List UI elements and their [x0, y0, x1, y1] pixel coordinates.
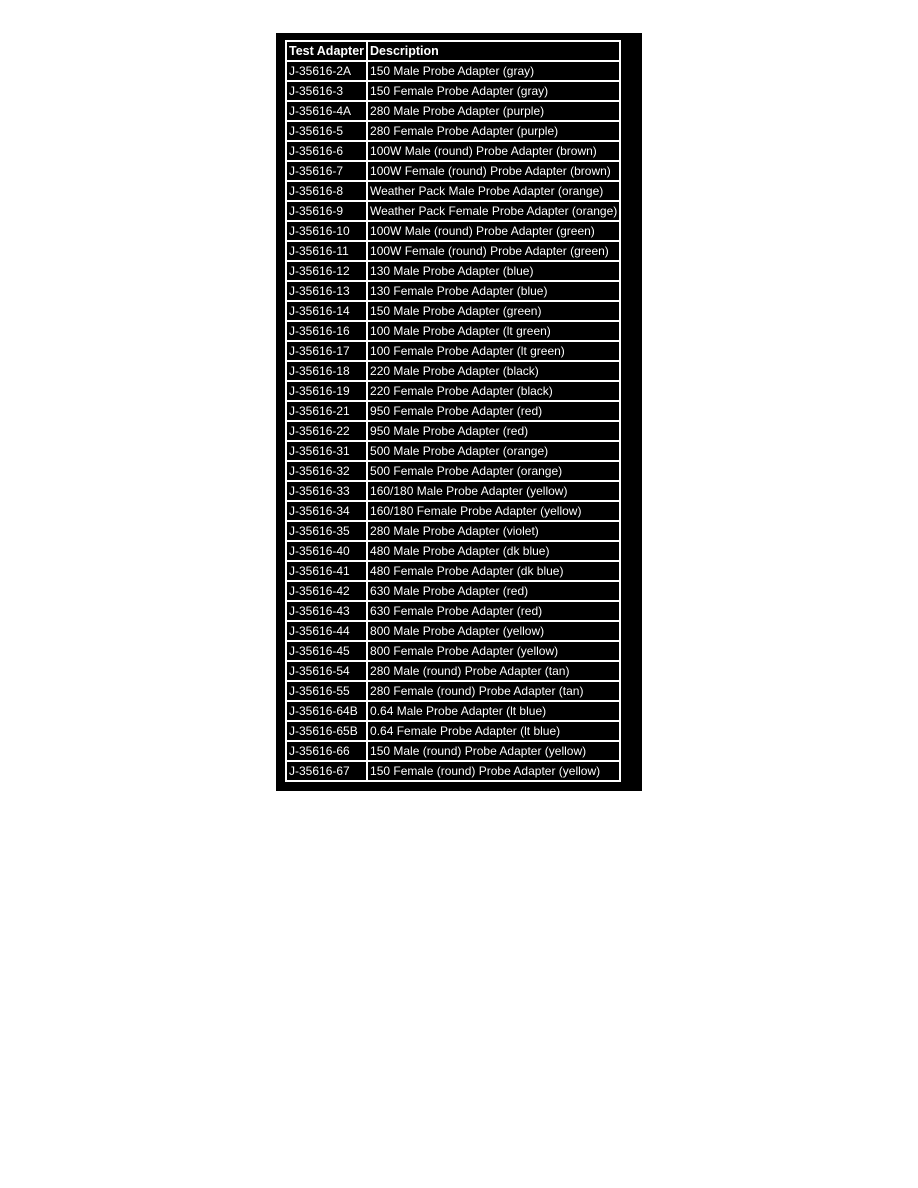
adapter-description-cell: 500 Female Probe Adapter (orange) [367, 461, 620, 481]
table-row [286, 701, 620, 721]
adapter-number-cell: J-35616-66 [286, 741, 367, 761]
adapter-description-cell: 160/180 Male Probe Adapter (yellow) [367, 481, 620, 501]
adapter-number-cell: J-35616-10 [286, 221, 367, 241]
table-row [286, 761, 620, 781]
adapter-description-cell: 130 Male Probe Adapter (blue) [367, 261, 620, 281]
adapter-number-cell: J-35616-18 [286, 361, 367, 381]
header-description: Description [367, 41, 620, 61]
adapter-number-cell: J-35616-34 [286, 501, 367, 521]
adapter-description-cell: 280 Female (round) Probe Adapter (tan) [367, 681, 620, 701]
adapter-description-cell: 0.64 Female Probe Adapter (lt blue) [367, 721, 620, 741]
adapter-number-cell: J-35616-8 [286, 181, 367, 201]
adapter-number-cell: J-35616-7 [286, 161, 367, 181]
table-row [286, 281, 620, 301]
table-row [286, 261, 620, 281]
adapter-table [285, 40, 621, 782]
table-row [286, 181, 620, 201]
table-row [286, 601, 620, 621]
adapter-description-cell: 220 Female Probe Adapter (black) [367, 381, 620, 401]
table-row [286, 461, 620, 481]
table-row [286, 121, 620, 141]
adapter-number-cell: J-35616-4A [286, 101, 367, 121]
table-row [286, 241, 620, 261]
adapter-description-cell: 150 Male (round) Probe Adapter (yellow) [367, 741, 620, 761]
adapter-description-cell: 500 Male Probe Adapter (orange) [367, 441, 620, 461]
adapter-number-cell: J-35616-35 [286, 521, 367, 541]
adapter-description-cell: 150 Male Probe Adapter (green) [367, 301, 620, 321]
table-row [286, 361, 620, 381]
table-row [286, 561, 620, 581]
adapter-number-cell: J-35616-64B [286, 701, 367, 721]
adapter-number-cell: J-35616-67 [286, 761, 367, 781]
adapter-description-cell: 280 Male Probe Adapter (violet) [367, 521, 620, 541]
adapter-description-cell: 0.64 Male Probe Adapter (lt blue) [367, 701, 620, 721]
table-row [286, 741, 620, 761]
table-row [286, 681, 620, 701]
adapter-number-cell: J-35616-22 [286, 421, 367, 441]
adapter-number-cell: J-35616-43 [286, 601, 367, 621]
adapter-description-cell: 100W Female (round) Probe Adapter (green) [367, 241, 620, 261]
adapter-description-cell: 950 Female Probe Adapter (red) [367, 401, 620, 421]
adapter-number-cell: J-35616-42 [286, 581, 367, 601]
table-row [286, 441, 620, 461]
adapter-description-cell: 280 Male (round) Probe Adapter (tan) [367, 661, 620, 681]
table-row [286, 501, 620, 521]
table-row [286, 81, 620, 101]
table-row [286, 421, 620, 441]
adapter-description-cell: Weather Pack Male Probe Adapter (orange) [367, 181, 620, 201]
table-row [286, 661, 620, 681]
table-row [286, 641, 620, 661]
table-row [286, 541, 620, 561]
adapter-table-figure [276, 33, 642, 791]
adapter-description-cell: 480 Female Probe Adapter (dk blue) [367, 561, 620, 581]
adapter-description-cell: 480 Male Probe Adapter (dk blue) [367, 541, 620, 561]
table-row [286, 141, 620, 161]
table-body [286, 61, 620, 781]
table-row [286, 381, 620, 401]
adapter-number-cell: J-35616-13 [286, 281, 367, 301]
adapter-description-cell: 100 Male Probe Adapter (lt green) [367, 321, 620, 341]
table-row [286, 161, 620, 181]
adapter-number-cell: J-35616-40 [286, 541, 367, 561]
adapter-number-cell: J-35616-45 [286, 641, 367, 661]
adapter-description-cell: 950 Male Probe Adapter (red) [367, 421, 620, 441]
adapter-description-cell: 100W Male (round) Probe Adapter (green) [367, 221, 620, 241]
table-row [286, 581, 620, 601]
adapter-number-cell: J-35616-65B [286, 721, 367, 741]
table-row [286, 401, 620, 421]
adapter-description-cell: 280 Female Probe Adapter (purple) [367, 121, 620, 141]
adapter-description-cell: 100W Female (round) Probe Adapter (brown) [367, 161, 620, 181]
adapter-number-cell: J-35616-17 [286, 341, 367, 361]
adapter-description-cell: 630 Female Probe Adapter (red) [367, 601, 620, 621]
adapter-number-cell: J-35616-3 [286, 81, 367, 101]
adapter-number-cell: J-35616-9 [286, 201, 367, 221]
adapter-description-cell: 100W Male (round) Probe Adapter (brown) [367, 141, 620, 161]
header-test-adapter: Test Adapter [286, 41, 367, 61]
adapter-number-cell: J-35616-31 [286, 441, 367, 461]
adapter-description-cell: 150 Female (round) Probe Adapter (yellow) [367, 761, 620, 781]
table-row [286, 201, 620, 221]
adapter-number-cell: J-35616-55 [286, 681, 367, 701]
adapter-description-cell: 280 Male Probe Adapter (purple) [367, 101, 620, 121]
adapter-description-cell: 100 Female Probe Adapter (lt green) [367, 341, 620, 361]
table-row [286, 521, 620, 541]
adapter-number-cell: J-35616-33 [286, 481, 367, 501]
table-row [286, 301, 620, 321]
adapter-number-cell: J-35616-41 [286, 561, 367, 581]
adapter-number-cell: J-35616-44 [286, 621, 367, 641]
adapter-description-cell: 800 Female Probe Adapter (yellow) [367, 641, 620, 661]
adapter-description-cell: 130 Female Probe Adapter (blue) [367, 281, 620, 301]
table-row [286, 321, 620, 341]
table-header-row [286, 41, 620, 61]
adapter-description-cell: 220 Male Probe Adapter (black) [367, 361, 620, 381]
table-row [286, 101, 620, 121]
adapter-number-cell: J-35616-14 [286, 301, 367, 321]
adapter-description-cell: 160/180 Female Probe Adapter (yellow) [367, 501, 620, 521]
adapter-description-cell: 150 Female Probe Adapter (gray) [367, 81, 620, 101]
adapter-description-cell: 800 Male Probe Adapter (yellow) [367, 621, 620, 641]
adapter-number-cell: J-35616-19 [286, 381, 367, 401]
adapter-number-cell: J-35616-11 [286, 241, 367, 261]
adapter-number-cell: J-35616-12 [286, 261, 367, 281]
adapter-number-cell: J-35616-6 [286, 141, 367, 161]
adapter-number-cell: J-35616-2A [286, 61, 367, 81]
adapter-description-cell: 630 Male Probe Adapter (red) [367, 581, 620, 601]
table-row [286, 621, 620, 641]
adapter-number-cell: J-35616-54 [286, 661, 367, 681]
table-row [286, 221, 620, 241]
table-row [286, 341, 620, 361]
adapter-description-cell: Weather Pack Female Probe Adapter (orange) [367, 201, 620, 221]
adapter-number-cell: J-35616-16 [286, 321, 367, 341]
adapter-description-cell: 150 Male Probe Adapter (gray) [367, 61, 620, 81]
table-row [286, 721, 620, 741]
table-row [286, 481, 620, 501]
adapter-number-cell: J-35616-32 [286, 461, 367, 481]
table-row [286, 61, 620, 81]
adapter-number-cell: J-35616-21 [286, 401, 367, 421]
adapter-number-cell: J-35616-5 [286, 121, 367, 141]
